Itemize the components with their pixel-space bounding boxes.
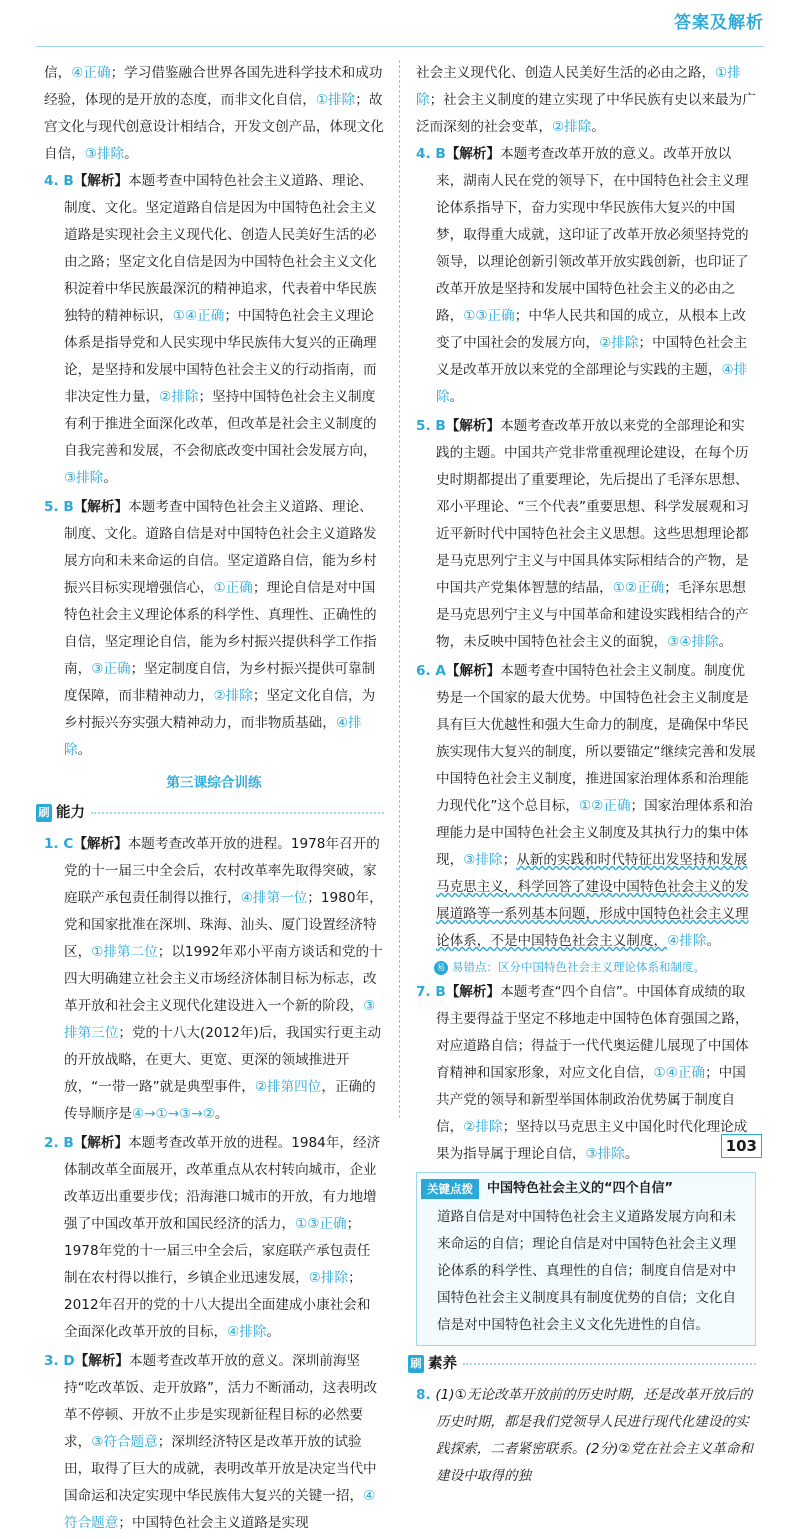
ability-item-3-continued bbox=[416, 60, 756, 141]
answer-text: 【解析】 bbox=[73, 836, 128, 852]
answer-mark: ③排除 bbox=[463, 852, 503, 868]
key-tip-title: 中国特色社会主义的“四个自信” bbox=[487, 1181, 674, 1196]
answer-mark: ①排除 bbox=[315, 92, 356, 108]
answer-text: 。 bbox=[706, 933, 721, 949]
answer-text: (1)①无论改革开放前的历史时期，还是改革开放后的历史时期，都是我们党领导人民进行现代化建设的实践探索，二者紧密联系。(2分)②党在社会主义革命和建设中取得的独 bbox=[435, 1387, 753, 1484]
question-number: 7. B bbox=[416, 984, 446, 1000]
question-number: 8. bbox=[416, 1387, 436, 1403]
key-tip-body: 道路自信是对中国特色社会主义道路发展方向和未来命运的自信；理论自信是对中国特色社会主义理论体系的科学性、真理性的自信；制度自信是对中国特色社会主义制度具有制度优势的自信；文化自信是对中国特色社会主义文化先进性的自信。 bbox=[437, 1209, 737, 1333]
answer-text: 。 bbox=[266, 1324, 281, 1340]
answer-item-4 bbox=[44, 168, 384, 492]
answer-header-title: 答案及解析 bbox=[674, 13, 764, 33]
answer-text: ；学习借鉴融合世界各国先进科学技术和成功经验，体现的是开放的态度，而非文化自信， bbox=[44, 65, 383, 108]
answer-text: 【解析】 bbox=[73, 1135, 129, 1151]
answer-mark: ①②正确 bbox=[612, 580, 665, 596]
answer-mark: ①排除 bbox=[416, 65, 741, 108]
answer-text: 。 bbox=[718, 634, 733, 650]
answer-text: 。 bbox=[214, 1106, 229, 1122]
answer-mark: ④排除 bbox=[667, 933, 707, 949]
question-number: 4. B bbox=[416, 146, 446, 162]
answer-mark: ①②正确 bbox=[578, 798, 631, 814]
ability-item-1 bbox=[44, 831, 384, 1128]
question-number: 5. B bbox=[44, 499, 74, 515]
answer-text: ；国家治理体系和治理能力是中国特色社会主义制度及其执行力的集中体现， bbox=[436, 798, 753, 868]
ability-item-5 bbox=[416, 413, 756, 656]
answer-text: 。 bbox=[591, 119, 605, 135]
answer-text: ；坚持以马克思主义中国化时代化理论成果为指导属于理论自信， bbox=[436, 1119, 748, 1162]
answer-text: 本题考查改革开放以来党的全部理论和实践的主题。中国共产党非常重视理论建设，在每个历史时期都提出了重要理论，先后提出了毛泽东思想、邓小平理论、“三个代表”重要思想、科学发展观和习近平新时代中国特色社会主义思想。这些思想理论都是马克思列宁主义与中国具体实际相结合的产物，是中国共产党集体智慧的结晶， bbox=[436, 418, 750, 596]
answer-text: 社会主义现代化、创造人民美好生活的必由之路， bbox=[416, 65, 716, 81]
answer-mark: ①③正确 bbox=[295, 1216, 347, 1232]
answer-text: 【解析】 bbox=[445, 418, 501, 434]
answer-text: ；故宫文化与现代创意设计相结合，开发文创产品，体现文化自信， bbox=[44, 92, 384, 162]
answer-mark: ④排第一位 bbox=[240, 890, 308, 906]
answer-text: 本题考查改革开放的进程。1984年，经济体制改革全面展开，改革重点从农村转向城市，企业改革迈出重要步伐；沿海港口城市的开放，有力地增强了中国改革开放和国民经济的活力， bbox=[64, 1135, 381, 1232]
answer-text: 【解析】 bbox=[445, 984, 501, 1000]
answer-text: 【解析】 bbox=[445, 146, 501, 162]
subhead-dotted-rule bbox=[91, 812, 384, 814]
answer-mark: ③排除 bbox=[84, 146, 125, 162]
right-column bbox=[410, 60, 756, 1492]
answer-mark: ③排除 bbox=[585, 1146, 625, 1162]
answer-text: ；社会主义制度的建立实现了中华民族有史以来最为广泛而深刻的社会变革， bbox=[416, 92, 756, 135]
answer-text: 。 bbox=[449, 389, 464, 405]
answer-text: ；以1992年邓小平南方谈话和党的十四大明确建立社会主义市场经济体制目标为标志，改革开放和社会主义现代化建设进入一个新的阶段， bbox=[64, 944, 383, 1014]
answer-text: ；坚定文化自信，为乡村振兴夯实强大精神动力，而非物质基础， bbox=[64, 688, 376, 731]
answer-text: ；中华人民共和国的成立，从根本上改变了中国社会的发展方向， bbox=[436, 308, 746, 351]
answer-mark: ③④排除 bbox=[667, 634, 719, 650]
answer-mark: ②排除 bbox=[551, 119, 592, 135]
answer-mark: ①正确 bbox=[213, 580, 253, 596]
answer-text: 本题考查中国特色社会主义道路、理论、制度、文化。道路自信是对中国特色社会主义道路发展方向和未来命运的自信。坚定道路自信，能为乡村振兴目标实现增强信心， bbox=[64, 499, 377, 596]
answer-mark: ④排除 bbox=[227, 1324, 267, 1340]
answer-text: ；中国共产党的领导和新型举国体制政治优势属于制度自信， bbox=[436, 1065, 746, 1135]
answer-text: ，正确的传导顺序是 bbox=[64, 1079, 376, 1122]
answer-mark: ②排除 bbox=[308, 1270, 349, 1286]
ability-item-6 bbox=[416, 658, 756, 955]
answer-text: 从新的实践和时代特征出发坚持和发展马克思主义，科学回答了建设中国特色社会主义的发展道路等一系列基本问题，形成中国特色社会主义理论体系，不是中国特色社会主义制度， bbox=[436, 852, 749, 949]
answer-text: 本题考查“四个自信”。中国体育成绩的取得主要得益于坚定不移地走中国特色体育强国之路，对应道路自信；得益于一代代奥运健儿展现了中国体育精神和国家形象，对应文化自信， bbox=[436, 984, 749, 1081]
section-title: 第三课综合训练 bbox=[166, 775, 262, 791]
answer-text: 本题考查中国特色社会主义道路、理论、制度、文化。坚定道路自信是因为中国特色社会主义道路是实现社会主义现代化、创造人民美好生活的必由之路；坚定文化自信是因为中国特色社会主义文化积淀着中华民族最深沉的精神追求，代表着中华民族独特的精神标识， bbox=[64, 173, 377, 324]
answer-mark: ②排第四位 bbox=[254, 1079, 322, 1095]
answer-continuation bbox=[44, 60, 384, 168]
page-number: 103 bbox=[721, 1134, 762, 1158]
answer-mark: ②排除 bbox=[159, 389, 199, 405]
answer-text: 【解析】 bbox=[73, 173, 129, 189]
answer-text: ；中国特色社会主义理论体系是指导党和人民实现中华民族伟大复兴的正确理论，是坚持和发展中国特色社会主义的行动指南，而非决定性力量， bbox=[64, 308, 377, 405]
question-number: 2. B bbox=[44, 1135, 74, 1151]
subhead-dotted-rule bbox=[463, 1363, 756, 1365]
answer-mark: ③正确 bbox=[91, 661, 131, 677]
ability-item-7 bbox=[416, 979, 756, 1168]
answer-mark: ③排除 bbox=[64, 470, 104, 486]
error-note-text: 易错点：区分中国特色社会主义理论体系和制度。 bbox=[452, 960, 705, 974]
answer-mark: ④→①→③→② bbox=[131, 1106, 215, 1122]
question-number: 6. A bbox=[416, 663, 446, 679]
answer-mark: ④正确 bbox=[71, 65, 111, 81]
answer-text: 本题考查改革开放的意义。改革开放以来，湖南人民在党的领导下，在中国特色社会主义理论体系指导下，奋力实现中华民族伟大复兴的中国梦，取得重大成就，这印证了改革开放必须坚持党的领导，以理论创新引领改革开放实践创新，也印证了改革开放是坚持和发展中国特色社会主义的必由之路， bbox=[436, 146, 749, 324]
answer-mark: ②排除 bbox=[599, 335, 639, 351]
answer-mark: ②排除 bbox=[213, 688, 253, 704]
answer-text: ；理论自信是对中国特色社会主义理论体系的科学性、真理性、正确性的自信，坚定理论自信，能为乡村振兴提供科学工作指南， bbox=[64, 580, 377, 677]
question-number: 3. D bbox=[44, 1353, 75, 1369]
question-number: 4. B bbox=[44, 173, 74, 189]
answer-text: ；毛泽东思想是马克思列宁主义与中国革命和建设实践相结合的产物，未反映中国特色社会主义的面貌， bbox=[436, 580, 749, 650]
answer-mark: ④符合题意 bbox=[64, 1488, 376, 1531]
answer-item-5 bbox=[44, 494, 384, 764]
answer-text: 【解析】 bbox=[74, 1353, 130, 1369]
literacy-subhead bbox=[408, 1352, 756, 1376]
answer-text: 本题考查中国特色社会主义制度。制度优势是一个国家的最大优势。中国特色社会主义制度是具有巨大优越性和强大生命力的制度，是确保中华民族实现伟大复兴的制度，所以要锚定“继续完善和发展中国特色社会主义制度，推进国家治理体系和治理能力现代化”这个总目标， bbox=[436, 663, 756, 814]
ability-subhead bbox=[36, 801, 384, 825]
left-column bbox=[38, 60, 384, 1539]
brush-badge-icon: 刷 bbox=[36, 804, 52, 822]
answer-text: ； bbox=[502, 852, 517, 868]
answer-text: ；党的十八大(2012年)后，我国实行更主动的开放战略，在更大、更宽、更深的领域推进开放，“一带一路”就是典型事件， bbox=[64, 1025, 382, 1095]
subhead-label: 能力 bbox=[56, 804, 85, 821]
error-note bbox=[434, 957, 756, 977]
question-number: 1. C bbox=[44, 836, 74, 852]
answer-mark: ④排除 bbox=[64, 715, 362, 758]
answer-text: ；坚持中国特色社会主义制度有利于推进全面深化改革，但改革是社会主义制度的自我完善和发展，不会彻底改变中国社会发展方向， bbox=[64, 389, 377, 459]
answer-text: ；中国特色社会主义是改革开放以来党的全部理论与实践的主题， bbox=[436, 335, 748, 378]
ability-item-2 bbox=[44, 1130, 384, 1346]
key-tip-badge: 关键点拨 bbox=[421, 1179, 479, 1199]
ability-item-3 bbox=[44, 1348, 384, 1537]
answer-text: 信， bbox=[44, 65, 72, 81]
answer-text: ；中国特色社会主义道路是实现 bbox=[118, 1515, 309, 1531]
error-note-icon: 易 bbox=[434, 961, 448, 975]
brush-badge-icon: 刷 bbox=[408, 1355, 424, 1373]
answer-mark: ①③正确 bbox=[463, 308, 515, 324]
literacy-item-8 bbox=[416, 1382, 756, 1490]
answer-text: ；1978年党的十一届三中全会后，家庭联产承包责任制在农村得以推行，乡镇企业迅速发展， bbox=[64, 1216, 371, 1286]
answer-mark: ②排除 bbox=[463, 1119, 503, 1135]
answer-mark: ①排第二位 bbox=[91, 944, 158, 960]
answer-text: 。 bbox=[77, 742, 92, 758]
answer-mark: ④排除 bbox=[436, 362, 748, 405]
answer-mark: ①④正确 bbox=[172, 308, 225, 324]
answer-text: ；1980年，党和国家批准在深圳、珠海、汕头、厦门设置经济特区， bbox=[64, 890, 383, 960]
ability-item-4 bbox=[416, 141, 756, 411]
answer-mark: ③排第三位 bbox=[64, 998, 376, 1041]
key-tip-box bbox=[416, 1172, 756, 1346]
answer-text: 本题考查改革开放的进程。1978年召开的党的十一届三中全会后，农村改革率先取得突破，家庭联产承包责任制得以推行， bbox=[64, 836, 380, 906]
answer-text: ；2012年召开的党的十八大提出全面建成小康社会和全面深化改革开放的目标， bbox=[64, 1270, 371, 1340]
subhead-label: 素养 bbox=[428, 1355, 457, 1372]
answer-text: 【解析】 bbox=[73, 499, 129, 515]
column-divider bbox=[399, 60, 400, 1118]
answer-text: 【解析】 bbox=[445, 663, 501, 679]
header-rule bbox=[36, 46, 764, 47]
answer-text: 。 bbox=[624, 1146, 639, 1162]
answer-text: 。 bbox=[103, 470, 117, 486]
answer-text: 本题考查改革开放的意义。深圳前海坚持“吃改革饭、走开放路”，活力不断涌动，这表明改革不停顿、开放不止步是实现新征程目标的必然要求， bbox=[64, 1353, 378, 1450]
answer-mark: ③符合题意 bbox=[91, 1434, 158, 1450]
question-number: 5. B bbox=[416, 418, 446, 434]
answer-text: 。 bbox=[124, 146, 138, 162]
answer-text: ；深圳经济特区是改革开放的试验田，取得了巨大的成就，表明改革开放是决定当代中国命运和决定实现中华民族伟大复兴的关键一招， bbox=[64, 1434, 377, 1504]
answer-text: ；坚定制度自信，为乡村振兴提供可靠制度保障，而非精神动力， bbox=[64, 661, 376, 704]
answer-mark: ①④正确 bbox=[653, 1065, 706, 1081]
